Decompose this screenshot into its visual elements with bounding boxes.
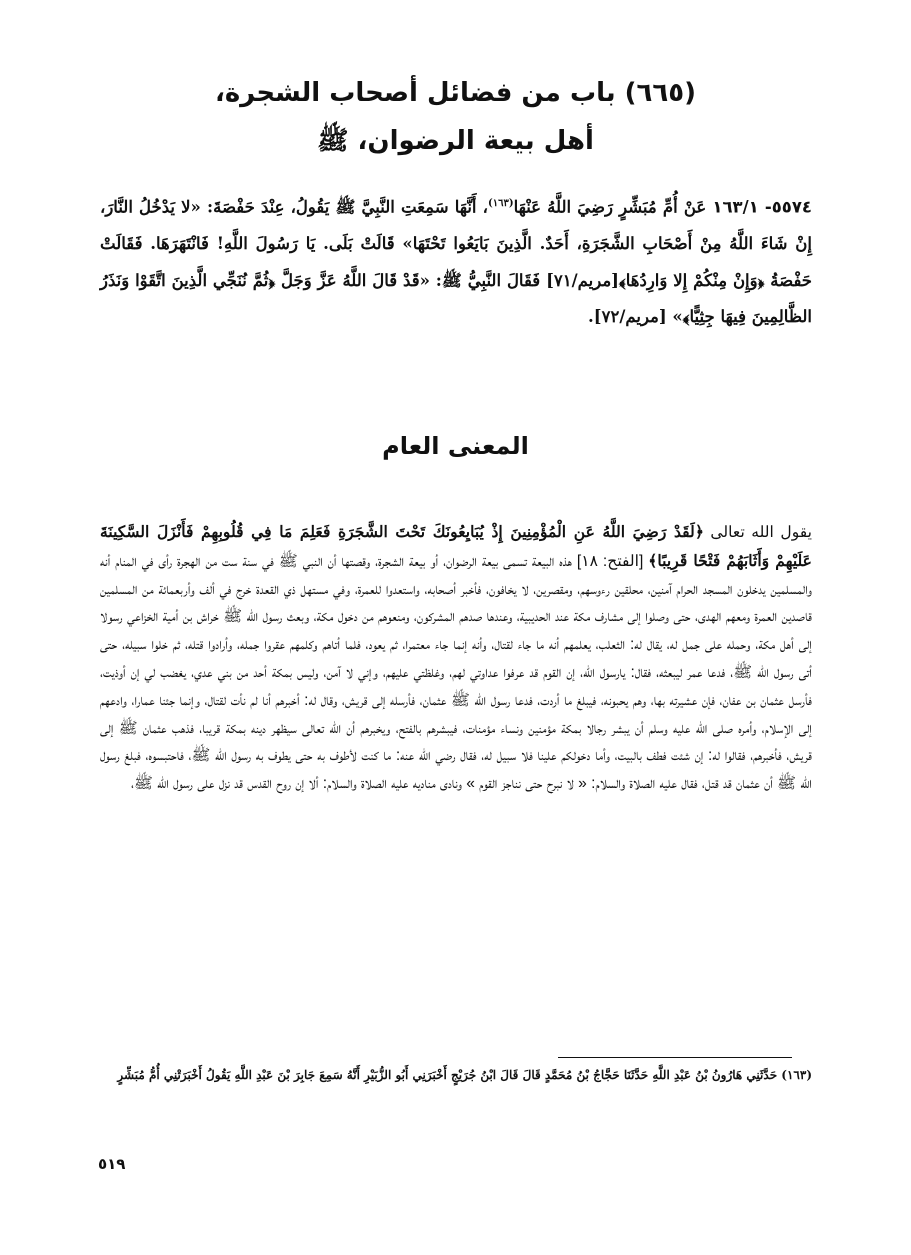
hadith-sub-number: ١٦٣/١ (712, 197, 759, 217)
commentary-paragraph (100, 518, 812, 798)
footnote: (١٦٣) حَدَّثَنِي هَارُونُ بْنُ عَبْدِ اللَّهِ حَدَّثَنَا حَجَّاجُ بْنُ مُحَمَّدٍ قَالَ قَالَ ابْنُ جُرَيْجٍ أَخْبَرَنِي أَبُو الزُّبَيْرِ أَنَّهُ سَمِعَ جَابِرَ بْنَ عَبْدِ اللَّهِ يَقُولُ أَخْبَرَتْنِي أُمُّ مُبَشِّرٍ (117, 1068, 812, 1082)
section-title: المعنى العام (382, 432, 529, 460)
chapter-title-line-1: (٦٦٥) باب من فضائل أصحاب الشجرة، (214, 78, 697, 108)
page-number: ٥١٩ (98, 1155, 126, 1173)
hadith-paragraph (100, 186, 812, 336)
chapter-title-line-2: أهل بيعة الرضوان، ﷺ (317, 126, 594, 156)
commentary-text: [الفتح: ١٨] هذه البيعة تسمى بيعة الرضوان، أو بيعة الشجرة، وقصتها أن النبي ﷺ في سنة ست من الهجرة رأى في المنام أنه والمسلمين يدخلون المسجد الحرام آمنين، محلقين رءوسهم، ومقصرين، لا يخافون، فأخبر أصحابه، واستعدوا للعمرة، وفي مستهل ذي القعدة خرج في ألف وأربعمائة من المسلمين قاصدين العمرة ومعهم الهدى، حتى وصلوا إلى مشارف مكة عند الحديبية، وعندها صدهم المشركون، ومنعوهم من دخول مكة، وبعث رسول الله ﷺ خراش بن أمية الخزاعي رسولا إلى أهل مكة، وحمله على جمل له، يقال له: الثعلب، يعلمهم أنه ما جاء لقتال، وأنه إنما جاء معتمرا، ثم يعود، فلما أتاهم وكلمهم عقروا جمله، وأرادوا قتله، ثم خلوا سبيله، حتى أتى رسول الله ﷺ، فدعا عمر ليبعثه، فقال: يارسول الله، إن القوم قد عرفوا عداوتي لهم، وغلظتي عليهم، وإني لا آمن، وليس بمكة أحد من بني عدي، يغضب لي إن أوذيت، فأرسل عثمان بن عفان، فإن عشيرته بها، وهم يحبونه، فيبلغ ما أردت، فدعا رسول الله ﷺ عثمان، فأرسله إلى قريش، وقال له: أخبرهم أنا لم نأت لقتال، وإنما جئنا عمارا، وادعهم إلى الإسلام، وأمره صلى الله عليه وسلم أن يبشر رجالا بمكة مؤمنين ونساء مؤمنات، فيبشرهم بالفتح، ويخبرهم أن الله تعالى سيظهر دينه بمكة قريبا، فذهب عثمان ﷺ إلى قريش، فأخبرهم، فقالوا له: إن شئت فطف بالبيت، وأما دخولكم علينا فلا سبيل له، فقال رضي الله عنه: ما كنت لأطوف به حتى يطوف به رسول الله ﷺ، فاحتبسوه، فبلغ رسول الله ﷺ أن عثمان قد قتل، فقال عليه الصلاة والسلام: « لا نبرح حتى نناجز القوم » ونادى مناديه عليه الصلاة والسلام: ألا إن روح القدس قد نزل على رسول الله ﷺ، (100, 552, 813, 793)
quran-verse: ﴿لَقَدْ رَضِيَ اللَّهُ عَنِ الْمُؤْمِنِينَ إِذْ يُبَايِعُونَكَ تَحْتَ الشَّجَرَةِ فَعَلِمَ مَا فِي قُلُوبِهِمْ فَأَنْزَلَ السَّكِينَةَ عَلَيْهِمْ وَأَثَابَهُمْ فَتْحًا قَرِيبًا﴾ (100, 522, 812, 570)
commentary-intro: يقول الله تعالى (703, 524, 812, 541)
footnote-reference[interactable]: (١٦٣) (487, 198, 514, 209)
hadith-text-part1: عَنْ أُمِّ مُبَشِّرٍ رَضِيَ اللَّهُ عَنْهَا (513, 197, 707, 217)
hadith-number: ٥٥٧٤- (764, 197, 813, 217)
hadith-text-part2: ، أَنَّهَا سَمِعَتِ النَّبِيَّ ﷺ يَقُولُ، عِنْدَ حَفْصَةَ: «لا يَدْخُلُ النَّارَ، إِنْ شَاءَ اللَّهُ مِنْ أَصْحَابِ الشَّجَرَةِ، أَحَدٌ. الَّذِينَ بَايَعُوا تَحْتَهَا» قَالَتْ بَلَى. يَا رَسُولَ اللَّهِ! فَانْتَهَرَهَا. فَقَالَتْ حَفْصَةُ ﴿وَإِنْ مِنْكُمْ إِلا وَارِدُهَا﴾[مريم/٧١] فَقَالَ النَّبِيُّ ﷺ: «قَدْ قَالَ اللَّهُ عَزَّ وَجَلَّ ﴿ثُمَّ نُنَجِّي الَّذِينَ اتَّقَوْا وَنَذَرُ الظَّالِمِينَ فِيهَا جِثِيًّا﴾» [مريم/٧٢]. (100, 197, 812, 326)
footnote-divider (558, 1057, 792, 1058)
